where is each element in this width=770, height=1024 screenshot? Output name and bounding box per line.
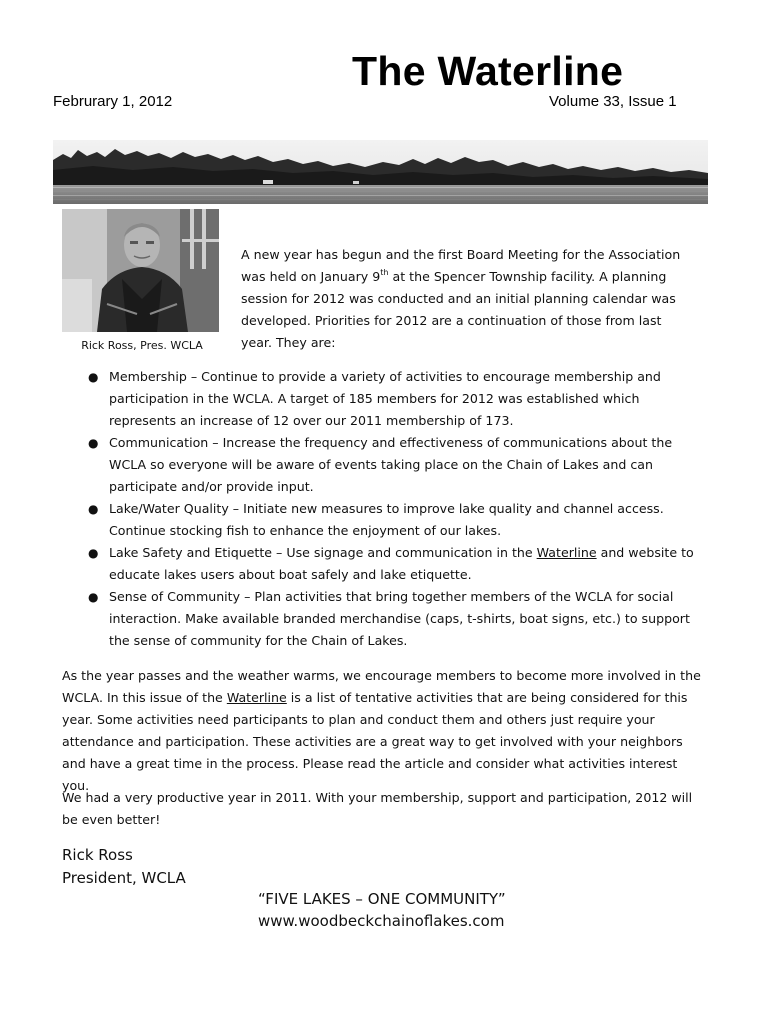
association-motto: “FIVE LAKES – ONE COMMUNITY” (258, 890, 506, 908)
list-item: ● Communication – Increase the frequency and effectiveness of communications about the WCLA so everyone will be aware of events taking place on the Chain of Lakes and can participate and/or provide input. (88, 432, 698, 498)
priorities-list (88, 366, 698, 652)
newsletter-title: The Waterline (352, 48, 624, 94)
list-item: ● Sense of Community – Plan activities that bring together members of the WCLA for social interaction. Make available branded merchandise (caps, t-shirts, boat signs, etc.) to support the sense of community for the Chain of Lakes. (88, 586, 698, 652)
issue-volume: Volume 33, Issue 1 (549, 93, 677, 110)
bullet-icon: ● (88, 436, 99, 450)
signature-name: Rick Ross (62, 846, 133, 864)
bullet-icon: ● (88, 590, 99, 604)
signature-title: President, WCLA (62, 869, 186, 887)
closing-paragraph: We had a very productive year in 2011. With your membership, support and participation, 2012 will be even better! (62, 790, 693, 827)
portrait-photo (62, 209, 219, 332)
bullet-icon: ● (88, 370, 99, 384)
bullet-icon: ● (88, 546, 99, 560)
list-item: ● Membership – Continue to provide a variety of activities to encourage membership and participation in the WCLA. A target of 185 members for 2012 was established which represents an increase of 12 over our 2011 membership of 173. (88, 366, 698, 432)
issue-date: Februrary 1, 2012 (53, 93, 173, 110)
website-url: www.woodbeckchainoflakes.com (258, 912, 505, 930)
list-item: ● Lake/Water Quality – Initiate new measures to improve lake quality and channel access. Continue stocking fish to enhance the enjoyment of our lakes. (88, 498, 698, 542)
list-item: ● Lake Safety and Etiquette – Use signage and communication in the Waterline and website to educate lakes users about boat safely and lake etiquette. (88, 542, 698, 586)
intro-paragraph: A new year has begun and the first Board Meeting for the Association was held on January 9th at the Spencer Township facility. A planning session for 2012 was conducted and an initial planning calendar was developed. Priorities for 2012 are a continuation of those from last year. They are: (241, 247, 681, 350)
lake-banner-image (53, 140, 708, 204)
photo-caption: Rick Ross, Pres. WCLA (81, 339, 203, 352)
body-paragraph: As the year passes and the weather warms, we encourage members to become more involved in the WCLA. In this issue of the Waterline is a list of tentative activities that are being considered for this year. Some activities need participants to plan and conduct them and others just require your attendance and participation. These activities are a great way to get involved with your neighbors and have a great time in the process. Please read the article and consider what activities interest you. (62, 668, 701, 793)
bullet-icon: ● (88, 502, 99, 516)
